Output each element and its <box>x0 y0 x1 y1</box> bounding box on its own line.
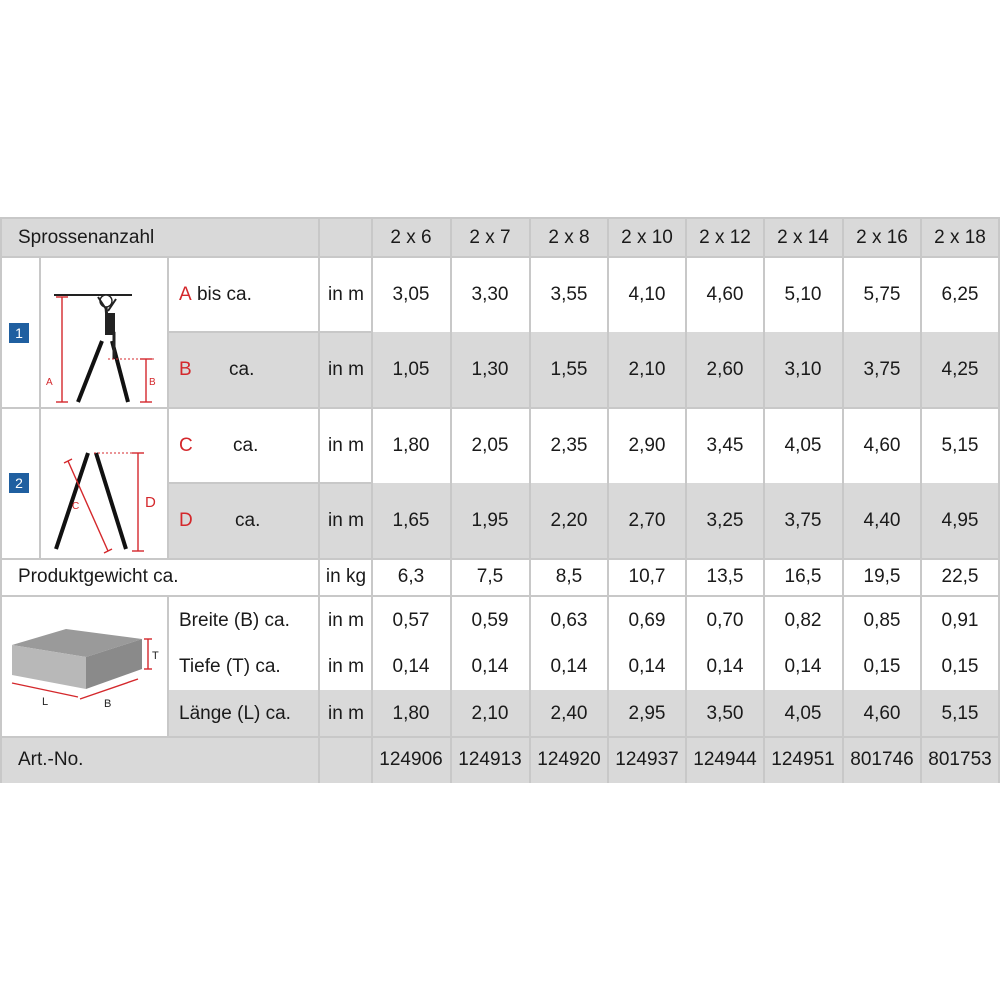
value-cell: 4,60 <box>863 702 901 724</box>
value-cell: 3,25 <box>706 509 744 531</box>
header-col: 2 x 14 <box>777 227 829 248</box>
value-cell: 2,35 <box>550 434 588 456</box>
value-cell: 3,75 <box>863 358 901 380</box>
diagram-label-d: D <box>145 494 156 511</box>
section-badge-1: 1 <box>9 323 29 343</box>
label-d-text: ca. <box>235 509 261 531</box>
letter-c: C <box>179 434 193 456</box>
value-cell: 2,05 <box>471 434 509 456</box>
value-cell: 0,14 <box>550 656 588 677</box>
value-cell: 0,15 <box>863 656 901 677</box>
unit-cell: in m <box>328 283 364 305</box>
diagram-label-a: A <box>46 377 53 388</box>
value-cell: 2,10 <box>471 702 509 724</box>
value-cell: 0,14 <box>784 656 822 677</box>
value-cell: 0,70 <box>706 609 744 631</box>
header-col: 2 x 18 <box>934 227 986 248</box>
article-label: Art.-No. <box>18 749 84 770</box>
value-cell: 22,5 <box>941 566 979 587</box>
unit-cell: in m <box>328 656 364 677</box>
value-cell: 0,15 <box>941 656 979 677</box>
value-cell: 0,14 <box>471 656 509 677</box>
row-label-c <box>169 408 258 483</box>
article-number: 801746 <box>850 749 914 770</box>
value-cell: 1,80 <box>392 702 430 724</box>
article-number: 124937 <box>615 749 679 770</box>
diagram-label-b: B <box>149 377 156 388</box>
divider <box>168 331 372 333</box>
value-cell: 1,55 <box>550 358 588 380</box>
divider <box>920 219 922 783</box>
letter-d: D <box>179 509 193 531</box>
header-col: 2 x 8 <box>548 227 590 248</box>
value-cell: 0,82 <box>784 609 822 631</box>
package-label: Breite (B) ca. <box>179 609 290 631</box>
value-cell: 2,95 <box>628 702 666 724</box>
label-c-text: ca. <box>233 434 259 456</box>
value-cell: 2,90 <box>628 434 666 456</box>
value-cell: 3,55 <box>550 283 588 305</box>
value-cell: 5,10 <box>784 283 822 305</box>
diagram-label-t: T <box>152 650 159 662</box>
value-cell: 13,5 <box>706 566 744 587</box>
divider <box>685 219 687 783</box>
value-cell: 0,14 <box>392 656 430 677</box>
value-cell: 1,05 <box>392 358 430 380</box>
divider <box>842 219 844 783</box>
header-col: 2 x 7 <box>469 227 511 248</box>
value-cell: 4,95 <box>941 509 979 531</box>
value-cell: 1,65 <box>392 509 430 531</box>
divider <box>0 407 1000 409</box>
article-number: 124920 <box>537 749 601 770</box>
value-cell: 4,05 <box>784 702 822 724</box>
unit-cell: in m <box>328 434 364 456</box>
value-cell: 5,15 <box>941 434 979 456</box>
value-cell: 3,30 <box>471 283 509 305</box>
value-cell: 4,05 <box>784 434 822 456</box>
value-cell: 2,70 <box>628 509 666 531</box>
value-cell: 1,30 <box>471 358 509 380</box>
value-cell: 0,14 <box>706 656 744 677</box>
unit-cell: in m <box>328 609 364 631</box>
package-box-diagram <box>4 599 166 733</box>
divider <box>318 219 320 783</box>
value-cell: 0,91 <box>941 609 979 631</box>
divider <box>0 736 1000 738</box>
divider <box>763 219 765 783</box>
row-label-d <box>169 483 260 558</box>
article-number: 124944 <box>693 749 757 770</box>
header-col: 2 x 10 <box>621 227 673 248</box>
value-cell: 0,14 <box>628 656 666 677</box>
value-cell: 0,57 <box>392 609 430 631</box>
value-cell: 3,10 <box>784 358 822 380</box>
value-cell: 4,25 <box>941 358 979 380</box>
article-number: 124906 <box>379 749 443 770</box>
letter-a: A <box>179 283 192 305</box>
value-cell: 2,20 <box>550 509 588 531</box>
value-cell: 3,05 <box>392 283 430 305</box>
value-cell: 0,69 <box>628 609 666 631</box>
value-cell: 2,10 <box>628 358 666 380</box>
ladder-lean-diagram <box>42 261 166 406</box>
divider <box>0 256 1000 258</box>
value-cell: 16,5 <box>784 566 822 587</box>
row-label-b <box>169 332 254 407</box>
spec-table <box>0 217 1000 783</box>
divider <box>167 595 169 736</box>
package-label: Tiefe (T) ca. <box>179 656 281 677</box>
label-a-text: bis ca. <box>196 283 252 305</box>
value-cell: 1,80 <box>392 434 430 456</box>
value-cell: 5,15 <box>941 702 979 724</box>
value-cell: 6,3 <box>397 566 425 587</box>
section-badge-2: 2 <box>9 473 29 493</box>
divider <box>371 219 373 783</box>
unit-cell: in m <box>328 702 364 724</box>
divider <box>0 219 2 783</box>
article-number: 124913 <box>458 749 522 770</box>
value-cell: 10,7 <box>628 566 666 587</box>
diagram-label-c: C <box>72 501 80 512</box>
value-cell: 0,85 <box>863 609 901 631</box>
letter-b: B <box>179 358 192 380</box>
value-cell: 8,5 <box>555 566 583 587</box>
value-cell: 3,50 <box>706 702 744 724</box>
divider <box>167 256 169 558</box>
value-cell: 3,45 <box>706 434 744 456</box>
diagram-label-l: L <box>42 696 49 708</box>
article-number: 801753 <box>928 749 992 770</box>
value-cell: 2,40 <box>550 702 588 724</box>
diagram-label-b2: B <box>104 698 112 710</box>
unit-cell: in m <box>328 358 364 380</box>
value-cell: 6,25 <box>941 283 979 305</box>
value-cell: 4,10 <box>628 283 666 305</box>
row-label-a <box>169 257 252 332</box>
divider <box>529 219 531 783</box>
divider <box>168 482 372 484</box>
value-cell: 4,60 <box>863 434 901 456</box>
value-cell: 4,60 <box>706 283 744 305</box>
header-col: 2 x 6 <box>390 227 432 248</box>
value-cell: 0,59 <box>471 609 509 631</box>
weight-label: Produktgewicht ca. <box>18 566 179 587</box>
header-label: Sprossenanzahl <box>18 227 155 248</box>
label-b-text: ca. <box>229 358 255 380</box>
value-cell: 5,75 <box>863 283 901 305</box>
divider <box>39 256 41 558</box>
package-label: Länge (L) ca. <box>179 702 291 724</box>
divider <box>450 219 452 783</box>
unit-cell: in m <box>328 509 364 531</box>
value-cell: 7,5 <box>476 566 504 587</box>
article-number: 124951 <box>771 749 835 770</box>
header-col: 2 x 16 <box>856 227 908 248</box>
ladder-standing-diagram <box>42 409 166 556</box>
value-cell: 19,5 <box>863 566 901 587</box>
divider <box>0 558 1000 560</box>
value-cell: 0,63 <box>550 609 588 631</box>
unit-cell: in kg <box>325 566 367 587</box>
header-col: 2 x 12 <box>699 227 751 248</box>
divider <box>0 595 1000 597</box>
value-cell: 2,60 <box>706 358 744 380</box>
value-cell: 3,75 <box>784 509 822 531</box>
value-cell: 4,40 <box>863 509 901 531</box>
value-cell: 1,95 <box>471 509 509 531</box>
divider <box>607 219 609 783</box>
